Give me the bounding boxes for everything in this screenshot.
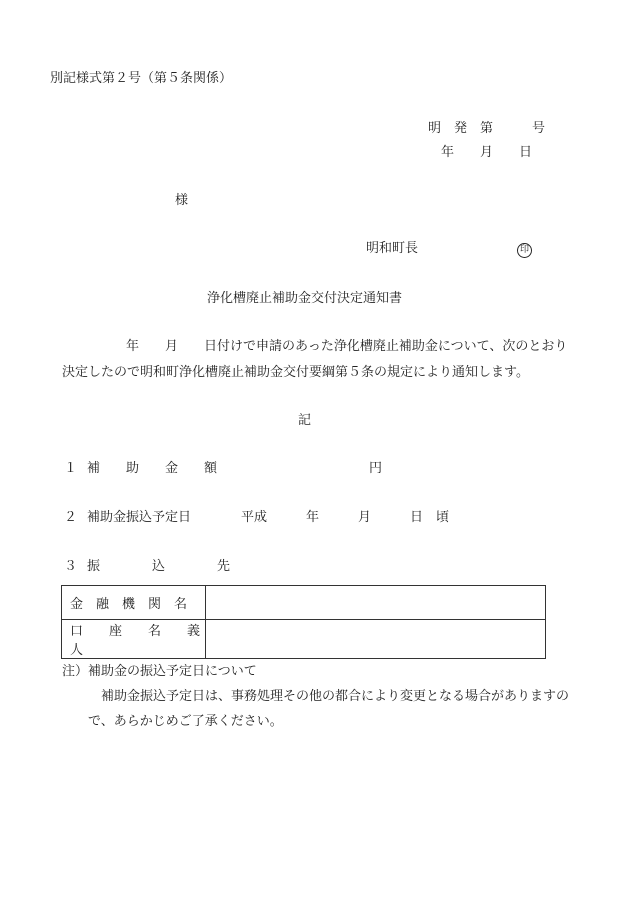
item-1-label: 補 助 金 額 [87, 461, 218, 476]
bank-info-table [61, 585, 546, 659]
note-heading: 注）補助金の振込予定日について [62, 664, 257, 679]
seal-mark [517, 242, 532, 258]
item-1-value: 円 [369, 461, 383, 476]
body-line-2: 決定したので明和町浄化槽廃止補助金交付要綱第５条の規定により通知します。 [62, 365, 529, 380]
bank-name-cell [206, 586, 546, 620]
bank-name-label: 金 融 機 関 名 [62, 586, 206, 620]
item-3-number: ３ [64, 559, 78, 574]
form-number: 別記様式第２号（第５条関係） [50, 71, 233, 86]
account-holder-cell [206, 620, 546, 659]
body-line-1: 年 月 日付けで申請のあった浄化槽廃止補助金について、次のとおり [126, 339, 568, 354]
item-1-number: １ [64, 461, 78, 476]
ki-heading: 記 [298, 413, 312, 428]
table-row [62, 620, 546, 659]
seal-icon: 印 [517, 243, 532, 258]
note-line-1: 補助金振込予定日は、事務処理その他の都合により変更となる場合がありますの [101, 689, 570, 704]
sender-title: 明和町長 [366, 241, 419, 256]
item-3-label: 振 込 先 [87, 559, 231, 574]
document-number: 明 発 第 号 [428, 121, 546, 136]
note-line-2: で、あらかじめご了承ください。 [88, 714, 283, 729]
item-2-number: ２ [64, 510, 78, 525]
recipient-honorific: 様 [175, 193, 189, 208]
item-2-label: 補助金振込予定日 [87, 510, 192, 525]
item-2-value: 平成 年 月 日 頃 [241, 510, 450, 525]
document-title: 浄化槽廃止補助金交付決定通知書 [207, 291, 403, 306]
account-holder-label: 口 座 名 義 人 [62, 620, 206, 659]
table-row [62, 586, 546, 620]
issue-date: 年 月 日 [441, 145, 533, 160]
